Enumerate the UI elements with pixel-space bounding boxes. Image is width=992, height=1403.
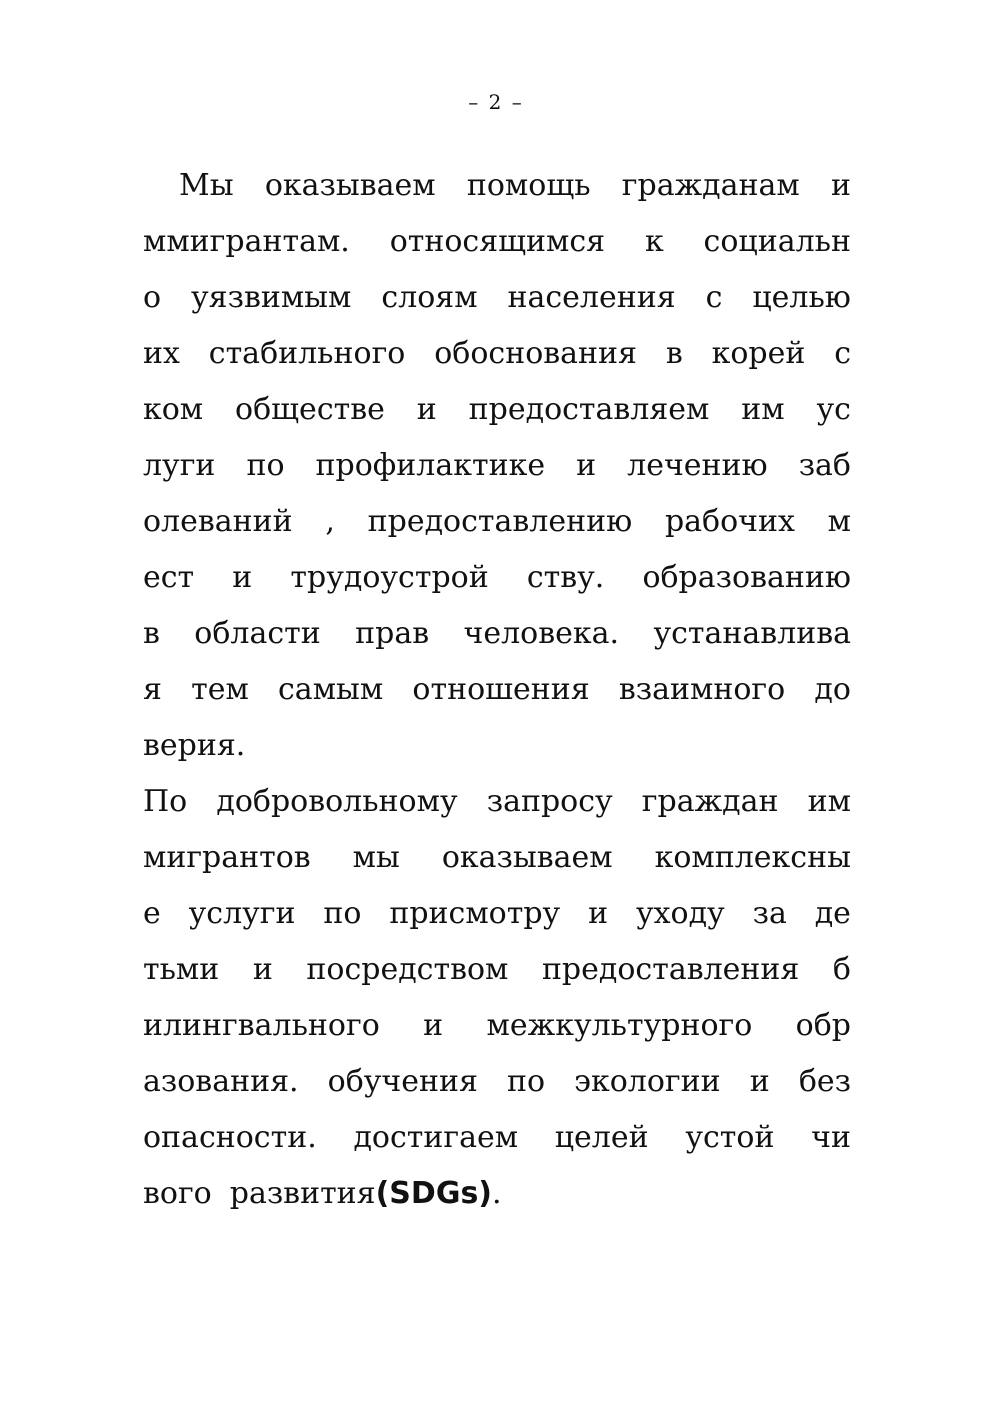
word: обр: [795, 1008, 851, 1043]
word: посредством: [306, 952, 509, 987]
word: мы: [352, 840, 400, 875]
word: и: [232, 560, 253, 595]
word: целью: [752, 280, 851, 315]
word: помощь: [466, 168, 591, 203]
word: луги: [143, 448, 216, 483]
word: я: [143, 672, 162, 707]
text-line: [143, 382, 851, 438]
text-line: [143, 1054, 851, 1110]
word: рабочих: [664, 504, 795, 539]
text-line: [143, 494, 851, 550]
word: самым: [278, 672, 384, 707]
word: лечению: [627, 448, 768, 483]
word: профилактике: [315, 448, 546, 483]
word: предоставления: [541, 952, 800, 987]
word: верия.: [143, 728, 246, 763]
text-line: [143, 1166, 851, 1222]
word: гражданам: [621, 168, 800, 203]
word: до: [814, 672, 851, 707]
word: по: [507, 1064, 546, 1099]
word: по: [323, 896, 362, 931]
word: социальн: [703, 224, 851, 259]
word: и: [423, 1008, 444, 1043]
word: ком: [143, 392, 204, 427]
word: е: [143, 896, 161, 931]
word: де: [814, 896, 851, 931]
word: ест: [143, 560, 195, 595]
word: человека.: [463, 616, 620, 651]
word: населения: [507, 280, 676, 315]
final-period: .: [492, 1176, 502, 1211]
word: экологии: [574, 1064, 721, 1099]
word: образованию: [642, 560, 851, 595]
word: достигаем: [353, 1120, 519, 1155]
word: ус: [816, 392, 851, 427]
word: добровольному: [216, 784, 458, 819]
word: без: [798, 1064, 851, 1099]
word: оказываем: [441, 840, 613, 875]
word: Мы: [179, 168, 234, 203]
word: опасности.: [143, 1120, 317, 1155]
word: тьми: [143, 952, 220, 987]
word: мигрантов: [143, 840, 311, 875]
word: илингвального: [143, 1008, 380, 1043]
word: тем: [191, 672, 249, 707]
word: заб: [798, 448, 851, 483]
word: устой: [685, 1120, 775, 1155]
word: целей: [554, 1120, 649, 1155]
word: слоям: [381, 280, 478, 315]
word: ммигрантам.: [143, 224, 350, 259]
body-text: [143, 158, 851, 1222]
text-line: [143, 606, 851, 662]
word: ,: [325, 504, 335, 539]
word: запросу: [486, 784, 613, 819]
word: прав: [355, 616, 430, 651]
word: отношения: [412, 672, 590, 707]
text-line: [143, 662, 851, 718]
text-line: [143, 942, 851, 998]
word: По: [143, 784, 188, 819]
word: о: [143, 280, 162, 315]
text-line: [143, 830, 851, 886]
word: стабильного: [208, 336, 406, 371]
text-line: [143, 550, 851, 606]
word: и: [588, 896, 609, 931]
word: м: [827, 504, 851, 539]
text-line: [143, 326, 851, 382]
word: в: [665, 336, 683, 371]
word: с: [705, 280, 723, 315]
word: устанавлива: [653, 616, 851, 651]
word: их: [143, 336, 180, 371]
text-line: [143, 214, 851, 270]
word: и: [749, 1064, 770, 1099]
word: в: [143, 616, 160, 651]
word: предоставляем: [468, 392, 710, 427]
page-number: – 2 –: [468, 90, 524, 114]
text-line: [143, 438, 851, 494]
word: межкультурного: [486, 1008, 753, 1043]
word: и: [830, 168, 851, 203]
word: и: [252, 952, 273, 987]
word: области: [194, 616, 321, 651]
word: азования.: [143, 1064, 299, 1099]
word: вого: [143, 1176, 212, 1211]
word: развития(SDGs).: [229, 1176, 502, 1211]
text-line: [143, 270, 851, 326]
word: чи: [811, 1120, 851, 1155]
word: обществе: [235, 392, 385, 427]
word: комплексны: [654, 840, 851, 875]
word: с: [834, 336, 851, 371]
word: к: [644, 224, 664, 259]
word: услуги: [188, 896, 296, 931]
word: обучения: [327, 1064, 478, 1099]
text-line: [143, 718, 851, 774]
word: уходу: [635, 896, 725, 931]
word: относящимся: [389, 224, 606, 259]
word: б: [832, 952, 851, 987]
word: уязвимым: [191, 280, 352, 315]
word: предоставлению: [367, 504, 633, 539]
text-line: [143, 998, 851, 1054]
word: и: [576, 448, 597, 483]
word: ству.: [526, 560, 605, 595]
word: по: [246, 448, 285, 483]
word: оказываем: [264, 168, 436, 203]
text-line: [143, 774, 851, 830]
word: корей: [711, 336, 806, 371]
word: взаимного: [618, 672, 786, 707]
word: и: [416, 392, 437, 427]
word: граждан: [641, 784, 779, 819]
text-line: [143, 1110, 851, 1166]
word: им: [807, 784, 851, 819]
word: олеваний: [143, 504, 293, 539]
word: им: [741, 392, 785, 427]
text-line: [143, 886, 851, 942]
word: обоснования: [434, 336, 637, 371]
word: за: [752, 896, 787, 931]
sdgs-label: (SDGs): [375, 1176, 493, 1211]
text-line: [143, 158, 851, 214]
word: присмотру: [389, 896, 561, 931]
word: трудоустрой: [290, 560, 489, 595]
